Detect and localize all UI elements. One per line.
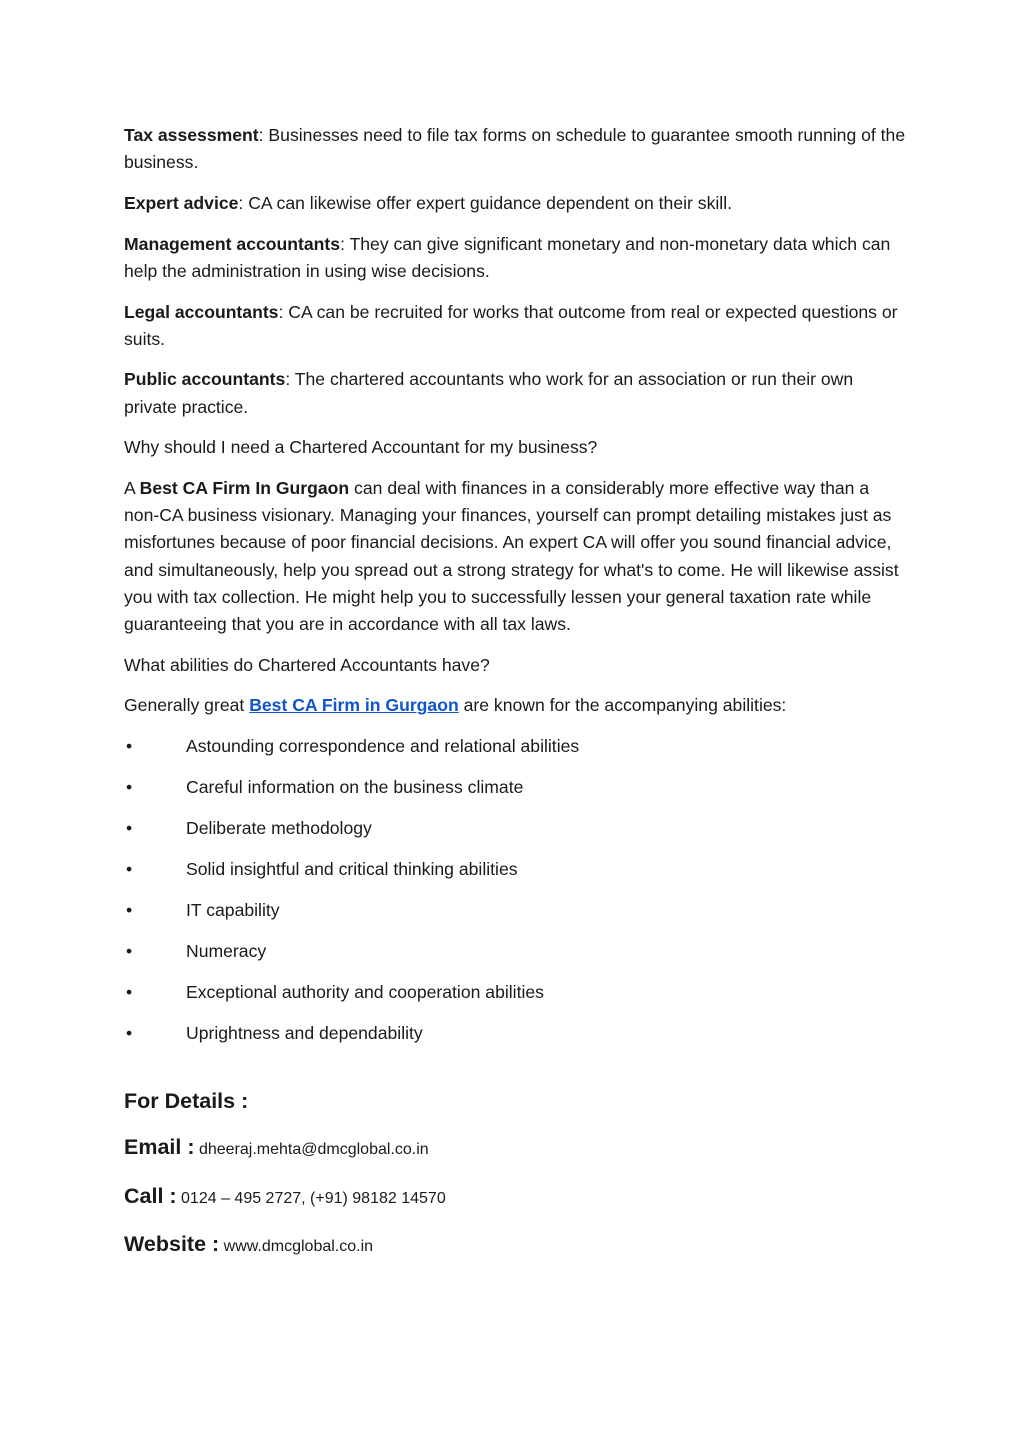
- best-ca-firm-link[interactable]: Best CA Firm in Gurgaon: [249, 695, 459, 716]
- item-legal-accountants: [124, 299, 909, 353]
- list-item: [124, 1020, 909, 1047]
- item-term: Public accountants: [124, 369, 286, 390]
- item-tax-assessment: [124, 122, 909, 176]
- paragraph-body: can deal with finances in a considerably more effective way than a non-CA business visionary. Managing your finances, yourself can prompt detailing mistakes just as misfortunes because of poor financial decisions. An expert CA will offer you sound financial advice, and simultaneously, help you spread out a strong strategy for what's to come. He will likewise assist you with tax collection. He might help you to successfully lessen your general taxation rate while guaranteeing that you are in accordance with all tax laws.: [124, 478, 899, 635]
- call-row: [124, 1182, 909, 1213]
- list-item-text: Uprightness and dependability: [186, 1023, 423, 1044]
- call-label: Call :: [124, 1183, 177, 1208]
- item-text: : They can give significant monetary and non-monetary data which can help the administration in using wise decisions.: [124, 233, 891, 281]
- call-value: 0124 – 495 2727, (+91) 98182 14570: [181, 1189, 446, 1207]
- bullet-icon: •: [126, 900, 133, 921]
- paragraph-prefix: A: [124, 478, 140, 499]
- list-item-text: IT capability: [186, 900, 280, 921]
- bullet-icon: •: [126, 982, 133, 1003]
- list-item: [124, 815, 909, 842]
- abilities-list: [124, 733, 909, 1047]
- list-item: [124, 733, 909, 760]
- list-item-text: Astounding correspondence and relational abilities: [186, 736, 580, 757]
- item-expert-advice: [124, 190, 909, 217]
- details-heading: For Details :: [124, 1089, 249, 1114]
- list-item: [124, 979, 909, 1006]
- bullet-icon: •: [126, 818, 133, 839]
- item-term: Expert advice: [124, 192, 239, 213]
- bullet-icon: •: [126, 859, 133, 880]
- item-public-accountants: [124, 366, 909, 420]
- intro-prefix: Generally great: [124, 695, 250, 716]
- item-text: : CA can be recruited for works that outcome from real or expected questions or suits.: [124, 301, 898, 349]
- list-item-text: Solid insightful and critical thinking abilities: [186, 859, 518, 880]
- list-item-text: Careful information on the business climate: [186, 777, 524, 798]
- contact-details: [124, 1087, 909, 1261]
- bullet-icon: •: [126, 1023, 133, 1044]
- list-item-text: Exceptional authority and cooperation abilities: [186, 982, 544, 1003]
- list-item-text: Deliberate methodology: [186, 818, 372, 839]
- bullet-icon: •: [126, 941, 133, 962]
- bullet-icon: •: [126, 777, 133, 798]
- list-item: [124, 856, 909, 883]
- email-row: [124, 1133, 909, 1164]
- item-term: Tax assessment: [124, 125, 259, 145]
- item-term: Legal accountants: [124, 301, 279, 322]
- website-row: [124, 1230, 909, 1261]
- item-text: : CA can likewise offer expert guidance dependent on their skill.: [238, 192, 732, 213]
- question-why-need-ca: Why should I need a Chartered Accountant for my business?: [124, 437, 598, 458]
- email-value[interactable]: dheeraj.mehta@dmcglobal.co.in: [198, 1141, 429, 1159]
- document-content: [124, 122, 909, 1279]
- paragraph-bold-term: Best CA Firm In Gurgaon: [139, 478, 350, 499]
- question-abilities: What abilities do Chartered Accountants have?: [124, 654, 490, 675]
- website-value[interactable]: www.dmcglobal.co.in: [223, 1238, 374, 1256]
- item-term: Management accountants: [124, 233, 341, 254]
- list-item-text: Numeracy: [186, 941, 267, 962]
- list-item: [124, 897, 909, 924]
- email-label: Email :: [124, 1135, 195, 1160]
- list-item: [124, 774, 909, 801]
- list-item: [124, 938, 909, 965]
- website-label: Website :: [124, 1232, 220, 1257]
- item-text: : The chartered accountants who work for an association or run their own private practice.: [124, 369, 854, 417]
- bullet-icon: •: [126, 736, 133, 757]
- paragraph-best-ca-firm: [124, 475, 909, 638]
- paragraph-abilities-intro: [124, 692, 909, 719]
- item-text: : Businesses need to file tax forms on schedule to guarantee smooth running of the business.: [124, 125, 906, 173]
- intro-suffix: are known for the accompanying abilities:: [458, 695, 787, 716]
- item-management-accountants: [124, 231, 909, 285]
